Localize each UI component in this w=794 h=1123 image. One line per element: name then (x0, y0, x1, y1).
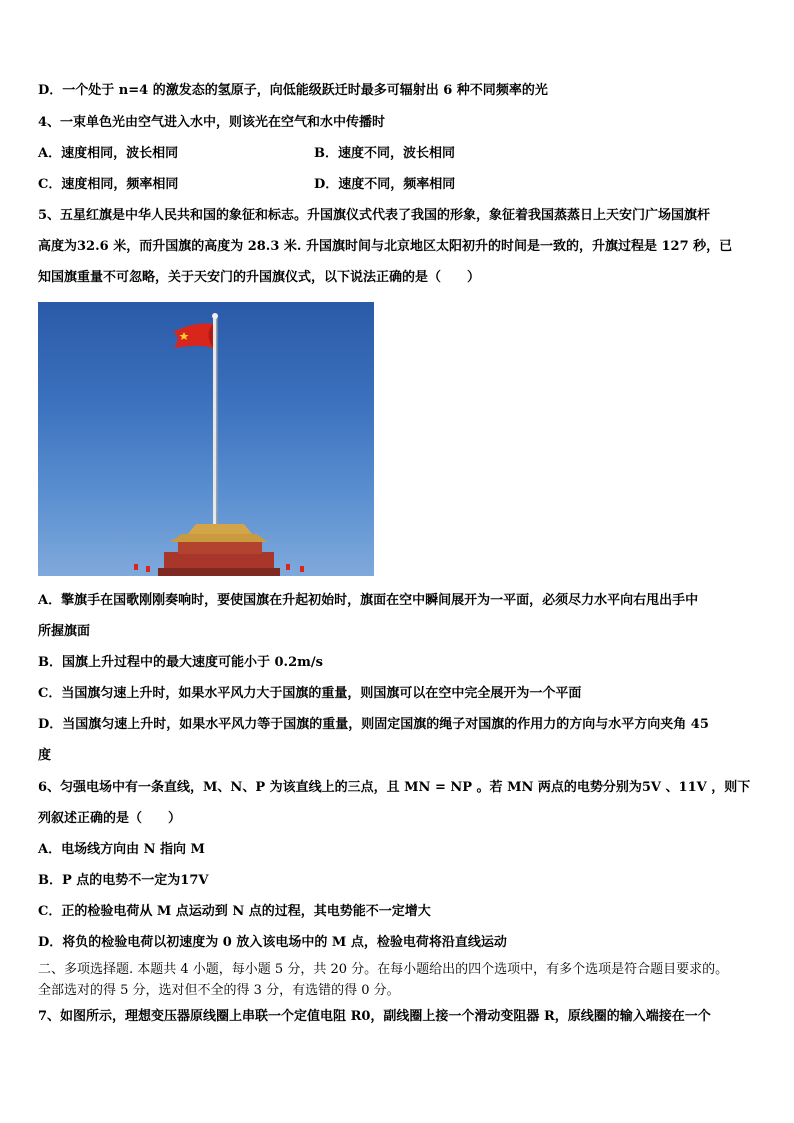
q6-stem-line1: 6、匀强电场中有一条直线，M、N、P 为该直线上的三点，且 MN = NP 。若 MN 两点的电势分别为5V 、11V ，则下 (38, 780, 751, 795)
gate-roof-lower (170, 534, 268, 542)
flag-raising-photo (38, 302, 374, 576)
q4-option-b: B．速度不同，波长相同 (314, 146, 455, 161)
q4-option-c: C．速度相同，频率相同 (38, 177, 179, 192)
section2-heading-line2: 全部选对的得 5 分，选对但不全的得 3 分，有选错的得 0 分。 (38, 983, 400, 998)
national-flag (173, 323, 213, 348)
section2-heading-line1: 二、多项选择题. 本题共 4 小题，每小题 5 分，共 20 分。在每小题给出的四个选项中，有多个选项是符合题目要求的。 (38, 962, 729, 977)
q5-stem-line2: 高度为32.6 米，而升国旗的高度为 28.3 米. 升国旗时间与北京地区太阳初升的时间是一致的，升旗过程是 127 秒，已 (38, 239, 733, 254)
q5-option-b: B．国旗上升过程中的最大速度可能小于 0.2m/s (38, 655, 323, 670)
q4-option-d: D．速度不同，频率相同 (314, 177, 456, 192)
q5-stem-line1: 5、五星红旗是中华人民共和国的象征和标志。升国旗仪式代表了我国的形象，象征着我国蒸蒸日上天安门广场国旗杆 (38, 208, 711, 223)
q6-option-b: B．P 点的电势不一定为17V (38, 873, 209, 888)
q6-option-d: D．将负的检验电荷以初速度为 0 放入该电场中的 M 点，检验电荷将沿直线运动 (38, 935, 507, 950)
q5-stem-line3: 知国旗重量不可忽略，关于天安门的升国旗仪式，以下说法正确的是（ ） (38, 270, 481, 285)
q5-option-d-line1: D．当国旗匀速上升时，如果水平风力等于国旗的重量，则固定国旗的绳子对国旗的作用力的方向与水平方向夹角 45 (38, 717, 709, 732)
q4-option-a: A．速度相同，波长相同 (38, 146, 179, 161)
q4-stem: 4、一束单色光由空气进入水中，则该光在空气和水中传播时 (38, 115, 386, 130)
q5-option-d-line2: 度 (38, 748, 52, 763)
q3-option-d: D．一个处于 n=4 的激发态的氢原子，向低能级跃迁时最多可辐射出 6 种不同频率的光 (38, 83, 548, 98)
q5-option-a-line2: 所握旗面 (38, 624, 91, 639)
tiananmen-flag-illustration (38, 302, 374, 576)
q6-stem-line2: 列叙述正确的是（ ） (38, 811, 182, 826)
q5-option-c: C．当国旗匀速上升时，如果水平风力大于国旗的重量，则国旗可以在空中完全展开为一个平面 (38, 686, 582, 701)
q6-option-a: A．电场线方向由 N 指向 M (38, 842, 205, 857)
q6-option-c: C．正的检验电荷从 M 点运动到 N 点的过程，其电势能不一定增大 (38, 904, 431, 919)
q7-stem-line1: 7、如图所示，理想变压器原线圈上串联一个定值电阻 R0，副线圈上接一个滑动变阻器 R，原线圈的输入端接在一个 (38, 1009, 711, 1024)
flagpole-finial (212, 313, 218, 319)
gate-roof-upper (188, 524, 252, 534)
q5-option-a-line1: A．擎旗手在国歌刚刚奏响时，要使国旗在升起初始时，旗面在空中瞬间展开为一平面，必须尽力水平向右甩出手中 (38, 593, 699, 608)
